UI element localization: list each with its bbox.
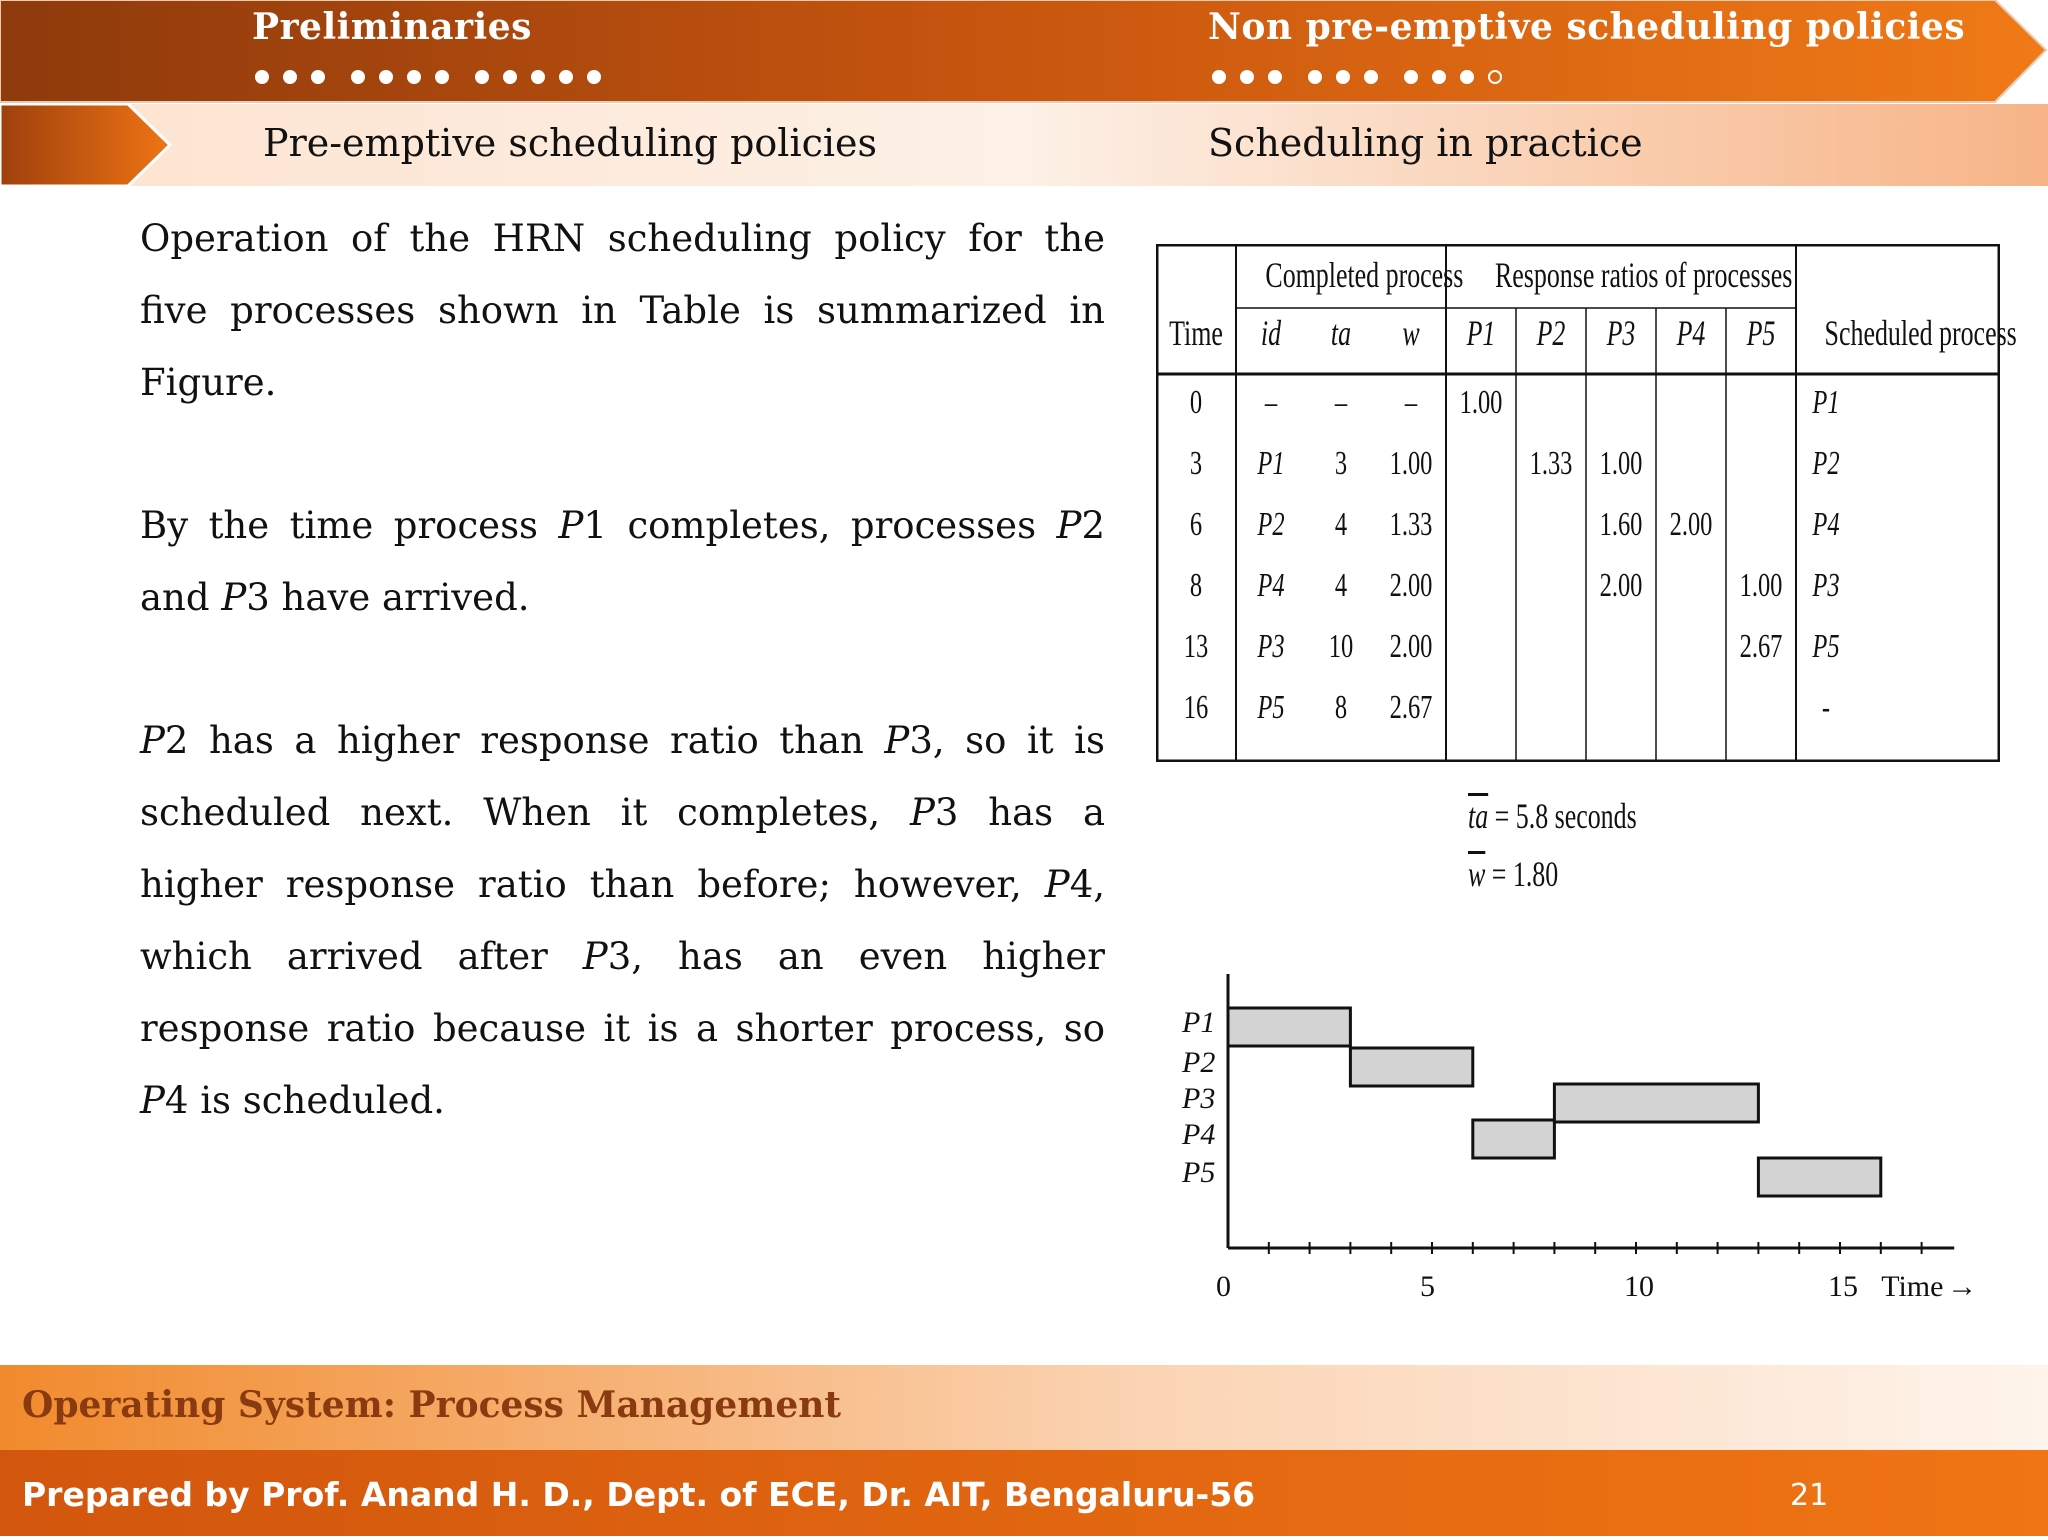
table-cell-id: P1 — [1257, 445, 1285, 482]
table-cell-w: 2.67 — [1389, 689, 1433, 726]
progress-dot[interactable] — [559, 70, 573, 84]
table-cell-p4: 2.00 — [1669, 506, 1713, 543]
header-p3: P3 — [1606, 313, 1636, 353]
w-symbol: $\overline{w}$ — [1468, 854, 1486, 894]
gantt-bar-p2 — [1350, 1048, 1472, 1086]
progress-dot[interactable] — [255, 70, 269, 84]
table-cell-w: – — [1404, 384, 1418, 421]
text-run: 2 and — [140, 504, 1105, 619]
table-cell-time: 0 — [1189, 384, 1203, 421]
x-tick-label: 5 — [1420, 1270, 1435, 1303]
avg-weighted-stat — [1468, 853, 1558, 895]
table-cell-sched: P4 — [1812, 506, 1840, 543]
progress-dot[interactable] — [1308, 70, 1322, 84]
header-p4: P4 — [1676, 313, 1706, 353]
progress-dot[interactable] — [1364, 70, 1378, 84]
table-cell-sched: - — [1821, 689, 1831, 726]
gantt-label-p2: P2 — [1182, 1046, 1216, 1079]
page-number: 21 — [1790, 1478, 1829, 1513]
progress-dot[interactable] — [1404, 70, 1418, 84]
text-run: 4 is scheduled. — [164, 1079, 445, 1122]
table-cell-sched: P1 — [1812, 384, 1840, 421]
progress-dot[interactable] — [1240, 70, 1254, 84]
table-cell-sched: P3 — [1812, 567, 1840, 604]
progress-dot[interactable] — [1268, 70, 1282, 84]
w-value: = 1.80 — [1485, 854, 1559, 894]
table-cell-p3: 1.00 — [1599, 445, 1643, 482]
process-symbol: P — [558, 504, 584, 547]
table-cell-id: P3 — [1257, 628, 1285, 665]
x-tick-label: 15 — [1828, 1270, 1858, 1303]
header-id: id — [1260, 313, 1282, 353]
table-cell-ta: 10 — [1328, 628, 1354, 665]
table-cell-p5: 1.00 — [1739, 567, 1783, 604]
table-cell-id: – — [1264, 384, 1278, 421]
table-cell-ta: 3 — [1334, 445, 1348, 482]
arrow-right-icon: → — [1947, 1270, 1978, 1303]
text-run: 3, has an even higher response ratio because it is a shorter process, so — [140, 935, 1105, 1050]
table-cell-time: 8 — [1189, 567, 1203, 604]
progress-dot[interactable] — [379, 70, 393, 84]
progress-dot[interactable] — [587, 70, 601, 84]
text-run: 1 completes, processes — [583, 504, 1057, 547]
nav-subsection-practice[interactable]: Scheduling in practice — [1208, 121, 1643, 165]
gantt-label-p5: P5 — [1182, 1156, 1216, 1189]
avg-turnaround-stat — [1468, 795, 1637, 837]
progress-dot[interactable] — [1212, 70, 1226, 84]
table-cell-w: 2.00 — [1389, 628, 1433, 665]
text-run: 3 have arrived. — [246, 576, 530, 619]
gantt-bar-p1 — [1228, 1008, 1350, 1046]
header-p2: P2 — [1536, 313, 1566, 353]
header-time: Time — [1169, 313, 1223, 353]
progress-dot-current[interactable] — [1488, 70, 1502, 84]
progress-dot[interactable] — [407, 70, 421, 84]
ta-value: = 5.8 seconds — [1488, 796, 1637, 836]
table-cell-p5: 2.67 — [1739, 628, 1783, 665]
text-run: By the time process — [140, 504, 559, 547]
x-tick-label: 0 — [1216, 1270, 1231, 1303]
progress-dot[interactable] — [475, 70, 489, 84]
table-cell-ta: 4 — [1334, 567, 1348, 604]
table-cell-time: 13 — [1183, 628, 1209, 665]
progress-dot[interactable] — [351, 70, 365, 84]
table-cell-w: 2.00 — [1389, 567, 1433, 604]
progress-dot[interactable] — [1460, 70, 1474, 84]
process-symbol: P — [884, 719, 910, 762]
paragraph-intro: Operation of the HRN scheduling policy for the five processes shown in Table is summarized in Figure. — [140, 217, 1105, 404]
hrn-gantt-chart — [1170, 960, 2000, 1320]
progress-dot[interactable] — [1336, 70, 1350, 84]
header-p5: P5 — [1746, 313, 1776, 353]
paragraph-response-ratio — [140, 705, 1105, 1137]
progress-dot[interactable] — [503, 70, 517, 84]
footer-course-title: Operating System: Process Management — [22, 1384, 842, 1426]
process-symbol: P — [140, 1079, 165, 1122]
nav-progress-dots-left[interactable] — [255, 70, 601, 84]
footer-author: Prepared by Prof. Anand H. D., Dept. of ECE, Dr. AIT, Bengaluru-56 — [22, 1475, 1256, 1514]
nav-section-non-preemptive[interactable]: Non pre-emptive scheduling policies — [1208, 6, 1966, 48]
table-cell-id: P5 — [1257, 689, 1285, 726]
progress-dot[interactable] — [531, 70, 545, 84]
header-w: w — [1402, 313, 1420, 353]
nav-progress-dots-right[interactable] — [1212, 70, 1502, 84]
table-cell-time: 6 — [1189, 506, 1203, 543]
table-cell-p3: 2.00 — [1599, 567, 1643, 604]
gantt-bar-p3 — [1554, 1084, 1758, 1122]
process-symbol: P — [140, 719, 165, 762]
text-run: 3, so it is scheduled next. When it completes, — [140, 719, 1106, 834]
gantt-label-p4: P4 — [1182, 1118, 1216, 1151]
gantt-svg — [1170, 960, 2000, 1320]
table-cell-p1: 1.00 — [1459, 384, 1503, 421]
gantt-bar-p5 — [1758, 1158, 1880, 1196]
ta-symbol: $\overline{ta}$ — [1468, 796, 1489, 836]
gantt-label-p3: P3 — [1182, 1082, 1216, 1115]
header-scheduled-process: Scheduled process — [1824, 313, 2017, 353]
process-symbol: P — [1044, 863, 1070, 906]
table-cell-p3: 1.60 — [1599, 506, 1643, 543]
table-cell-w: 1.00 — [1389, 445, 1433, 482]
table-cell-time: 16 — [1183, 689, 1209, 726]
table-cell-time: 3 — [1189, 445, 1203, 482]
process-symbol: P — [582, 935, 608, 978]
header-p1: P1 — [1466, 313, 1496, 353]
header-completed-process: Completed process — [1265, 255, 1464, 295]
paragraph-p1-completes — [140, 490, 1105, 634]
table-cell-sched: P5 — [1812, 628, 1840, 665]
gantt-bar-p4 — [1473, 1120, 1555, 1158]
table-cell-sched: P2 — [1812, 445, 1840, 482]
table-cell-id: P4 — [1257, 567, 1285, 604]
x-tick-label: 10 — [1624, 1270, 1654, 1303]
progress-dot[interactable] — [283, 70, 297, 84]
nav-section-preliminaries[interactable]: Preliminaries — [252, 6, 532, 48]
table-cell-ta: 8 — [1334, 689, 1348, 726]
process-symbol: P — [221, 576, 247, 619]
table-cell-p2: 1.33 — [1529, 445, 1573, 482]
hrn-operation-table — [1156, 244, 2017, 762]
progress-dot[interactable] — [311, 70, 325, 84]
table-cell-ta: – — [1334, 384, 1348, 421]
nav-subsection-preemptive[interactable]: Pre-emptive scheduling policies — [263, 121, 878, 165]
text-run: 2 has a higher response ratio than — [164, 719, 885, 762]
process-symbol: P — [1056, 504, 1082, 547]
process-symbol: P — [909, 791, 935, 834]
table-cell-w: 1.33 — [1389, 506, 1433, 543]
gantt-label-p1: P1 — [1182, 1006, 1216, 1039]
header-ta: ta — [1330, 313, 1352, 353]
progress-dot[interactable] — [1432, 70, 1446, 84]
progress-dot[interactable] — [435, 70, 449, 84]
header-response-ratios: Response ratios of processes — [1495, 255, 1793, 295]
table-cell-id: P2 — [1257, 506, 1285, 543]
x-axis-label: Time — [1881, 1270, 1944, 1303]
table-cell-ta: 4 — [1334, 506, 1348, 543]
text-run: 4, which arrived after — [140, 863, 1105, 978]
text-run: 3 has a higher response ratio than before; however, — [140, 791, 1106, 906]
